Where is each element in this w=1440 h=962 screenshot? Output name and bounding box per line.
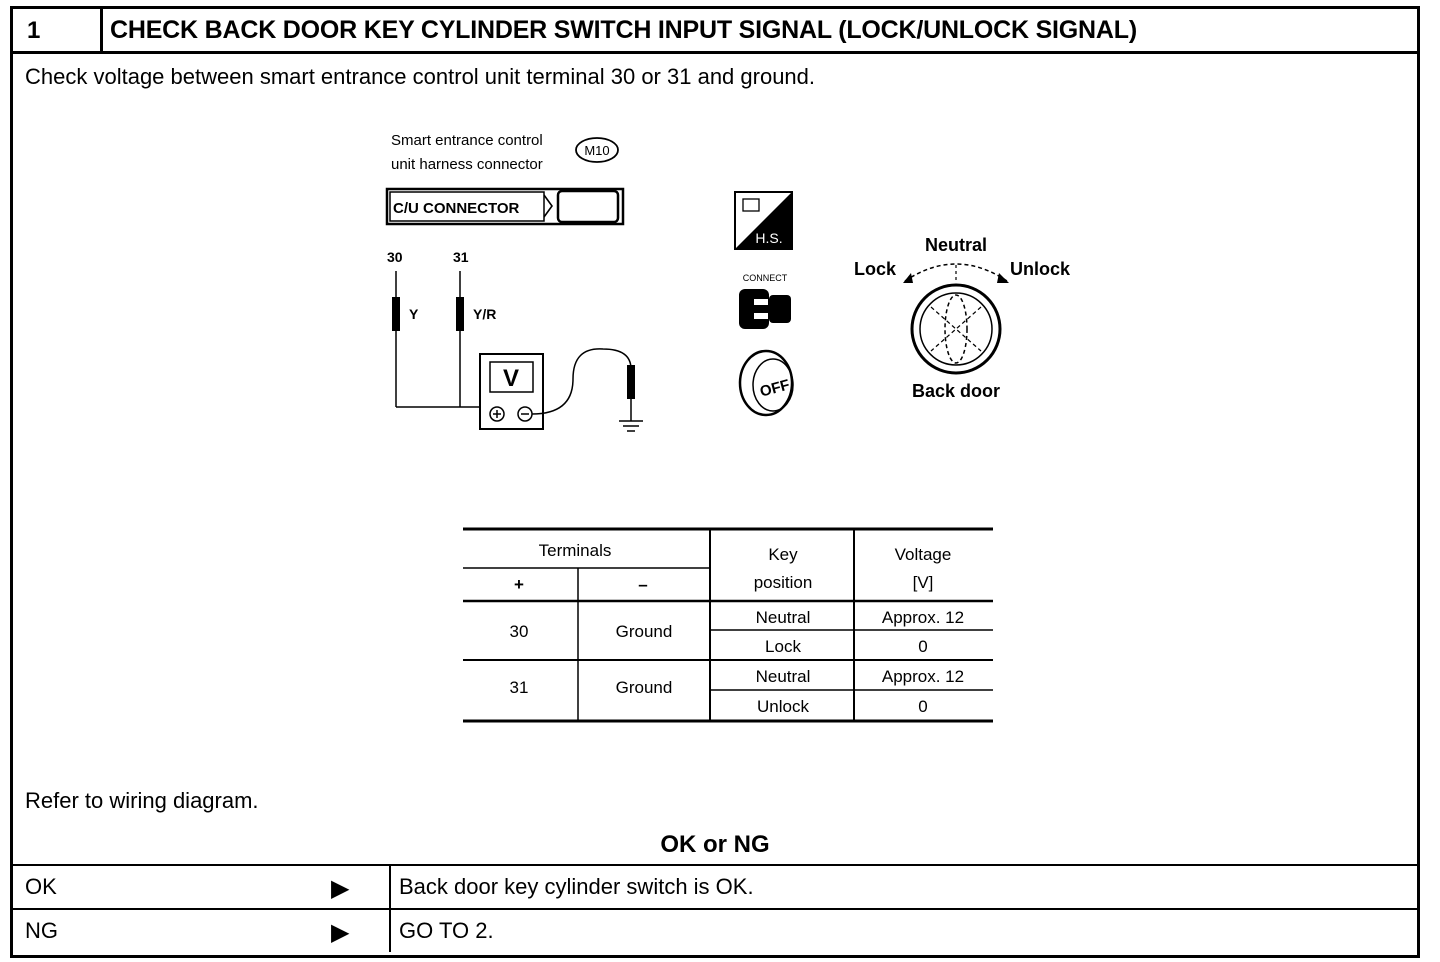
arrow-right-icon: ▶: [331, 919, 350, 946]
result-label: NG: [25, 918, 58, 943]
harness-side-icon: [735, 192, 792, 249]
wire-yr-label: Y/R: [473, 306, 497, 322]
table-header-key-1: Key: [768, 545, 798, 564]
result-text: GO TO 2.: [399, 918, 494, 943]
result-text: Back door key cylinder switch is OK.: [399, 874, 754, 899]
connector-label-line1: Smart entrance control: [391, 132, 543, 149]
connect-icon-text: CONNECT: [742, 273, 788, 283]
result-divider: [389, 910, 391, 952]
key-caption: Back door: [911, 381, 1001, 401]
table-cell: Ground: [615, 622, 673, 641]
table-header-terminals: Terminals: [538, 541, 612, 560]
table-cell: Neutral: [755, 608, 811, 627]
result-label: OK: [25, 874, 57, 899]
table-cell: Approx. 12: [881, 667, 965, 686]
table-cell: Ground: [615, 678, 673, 697]
table-header-key-2: position: [753, 573, 813, 592]
connector-code: M10: [584, 143, 610, 158]
instruction-text: Check voltage between smart entrance control unit terminal 30 or 31 and ground.: [25, 64, 816, 89]
table-cell: Lock: [765, 637, 801, 656]
table-header-plus: +: [514, 575, 524, 594]
step-number: 1: [27, 17, 41, 44]
wire-y-label: Y: [409, 306, 419, 322]
key-lock-label: Lock: [853, 259, 897, 279]
arrow-right-icon: ▶: [331, 875, 350, 902]
table-cell: Neutral: [755, 667, 811, 686]
voltmeter-icon: [480, 354, 543, 429]
result-row-ok: [13, 866, 1417, 908]
probe-31: [456, 271, 464, 407]
table-header-voltage-1: Voltage: [894, 545, 952, 564]
cu-connector: [387, 189, 623, 224]
off-icon-text: OFF: [758, 376, 792, 401]
procedure-frame: [10, 6, 1420, 958]
connect-icon: [739, 273, 791, 329]
table-cell: Unlock: [757, 697, 809, 716]
table-cell: 31: [509, 678, 529, 697]
meter-symbol: V: [502, 365, 520, 392]
ground-probe: [532, 349, 643, 431]
ok-ng-title: OK or NG: [660, 831, 770, 858]
key-unlock-label: Unlock: [1009, 259, 1071, 279]
terminal-30-label: 30: [387, 249, 403, 265]
connector-label-line2: unit harness connector: [391, 156, 543, 173]
table-cell: 30: [509, 622, 529, 641]
table-cell: 0: [918, 697, 928, 716]
result-row-ng: [13, 910, 1417, 952]
table-header-minus: –: [638, 575, 648, 594]
connector-name: C/U CONNECTOR: [393, 200, 520, 217]
ignition-off-icon: [740, 351, 793, 415]
refer-text: Refer to wiring diagram.: [25, 788, 259, 813]
table-cell: Approx. 12: [881, 608, 965, 627]
terminal-31-label: 31: [453, 249, 469, 265]
table-cell: 0: [918, 637, 928, 656]
table-header-voltage-2: [V]: [912, 573, 934, 592]
key-cylinder-diagram: [854, 235, 1071, 401]
voltage-table: [463, 529, 993, 721]
hs-icon-text: H.S.: [755, 230, 783, 246]
diagram-svg: [13, 9, 1417, 749]
step-title: CHECK BACK DOOR KEY CYLINDER SWITCH INPUT SIGNAL (LOCK/UNLOCK SIGNAL): [110, 16, 1137, 44]
key-neutral-label: Neutral: [924, 235, 988, 255]
result-divider: [389, 866, 391, 908]
